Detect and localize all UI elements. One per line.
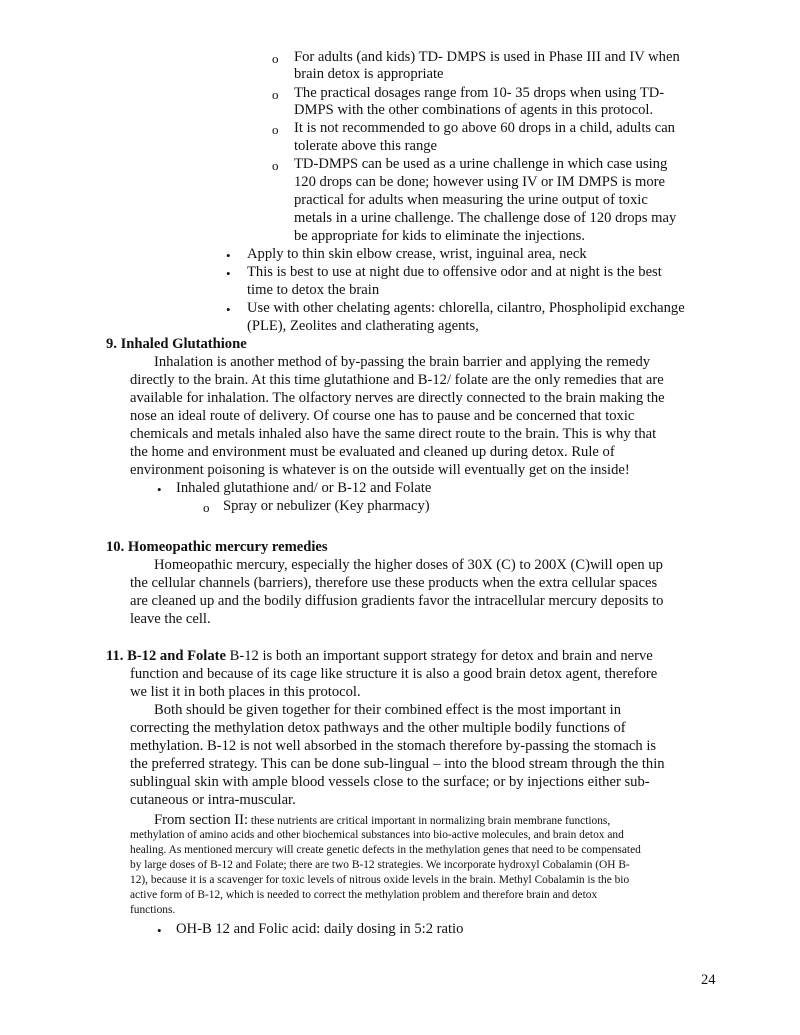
paragraph-line: chemicals and metals inhaled also have the same direct route to the brain. This is why that: [130, 426, 657, 442]
paragraph-line: cutaneous or intra-muscular.: [130, 792, 296, 808]
sub-bullet-line: brain detox is appropriate: [294, 66, 444, 82]
sub-bullet-line: be appropriate for kids to eliminate the injections.: [294, 228, 585, 244]
bullet-dot-icon: •: [157, 923, 162, 938]
quote-line: 12), because it is a scavenger for toxic levels of nitrous oxide levels in the brain. Methyl Cobalamin is the bio: [130, 874, 630, 886]
sub-bullet-line: DMPS with the other combinations of agents in this protocol.: [294, 102, 654, 118]
paragraph-line: we list it in both places in this protocol.: [130, 684, 361, 700]
paragraph-line: Inhalation is another method of by-passing the brain barrier and applying the remedy: [154, 354, 651, 370]
paragraph-line: methylation. B-12 is not well absorbed in the stomach therefore by-passing the stomach is: [130, 738, 657, 754]
paragraph-line: the cellular channels (barriers), therefore use these products when the extra cellular spaces: [130, 575, 658, 591]
sub-bullet-line: For adults (and kids) TD- DMPS is used in Phase III and IV when: [294, 49, 680, 65]
bullet-line: Apply to thin skin elbow crease, wrist, inguinal area, neck: [247, 246, 587, 262]
sub-bullet-line: Spray or nebulizer (Key pharmacy): [223, 498, 430, 514]
circle-bullet-icon: o: [272, 87, 279, 102]
paragraph-line: the preferred strategy. This can be done sub-lingual – into the blood stream through the thin: [130, 756, 665, 772]
sub-bullet-line: It is not recommended to go above 60 drops in a child, adults can: [294, 120, 675, 136]
section-heading-line: [106, 648, 653, 666]
paragraph-text: B-12 is both an important support strategy for detox and brain and nerve: [226, 648, 653, 664]
section-heading: 11. B-12 and Folate: [106, 648, 226, 664]
circle-bullet-icon: o: [272, 158, 279, 173]
paragraph-line: are cleaned up and the bodily diffusion gradients favor the intracellular mercury deposits to: [130, 593, 664, 609]
bullet-line: Use with other chelating agents: chlorella, cilantro, Phospholipid exchange: [247, 300, 685, 316]
sub-bullet-line: TD-DMPS can be used as a urine challenge in which case using: [294, 156, 668, 172]
quote-line: functions.: [130, 904, 176, 916]
circle-bullet-icon: o: [272, 51, 279, 66]
paragraph-line: Both should be given together for their combined effect is the most important in: [154, 702, 622, 718]
sub-bullet-line: 120 drops can be done; however using IV or IM DMPS is more: [294, 174, 666, 190]
paragraph-line: environment poisoning is whatever is on the outside will eventually get on the inside!: [130, 462, 630, 478]
bullet-line: This is best to use at night due to offensive odor and at night is the best: [247, 264, 662, 280]
page-number: 24: [701, 972, 716, 988]
bullet-line: (PLE), Zeolites and clatherating agents,: [247, 318, 479, 334]
quote-line: [154, 812, 610, 830]
paragraph-line: nose an ideal route of delivery. Of course one has to pause and be concerned that toxic: [130, 408, 635, 424]
bullet-dot-icon: •: [226, 248, 231, 263]
quote-line: healing. As mentioned mercury will create genetic defects in the methylation genes that need to be compensated: [130, 844, 641, 856]
bullet-dot-icon: •: [226, 302, 231, 317]
sub-bullet-line: practical for adults when measuring the urine output of toxic: [294, 192, 648, 208]
section-heading: 10. Homeopathic mercury remedies: [106, 539, 328, 555]
quote-lead: From section II:: [154, 812, 249, 828]
quote-line: by large doses of B-12 and Folate; there are two B-12 strategies. We incorporate hydroxyl Cobalamin (OH B-: [130, 859, 630, 871]
sub-bullet-line: tolerate above this range: [294, 138, 438, 154]
paragraph-line: Homeopathic mercury, especially the higher doses of 30X (C) to 200X (C)will open up: [154, 557, 663, 573]
sub-bullet-line: metals in a urine challenge. The challenge dose of 120 drops may: [294, 210, 677, 226]
circle-bullet-icon: o: [272, 122, 279, 137]
paragraph-line: available for inhalation. The olfactory nerves are directly connected to the brain making the: [130, 390, 665, 406]
quote-line: active form of B-12, which is needed to correct the methylation problem and therefore brain and detox: [130, 889, 598, 901]
circle-bullet-icon: o: [203, 500, 210, 515]
paragraph-line: sublingual skin with ample blood vessels close to the surface; or by injections either sub-: [130, 774, 650, 790]
quote-line: methylation of amino acids and other biochemical substances into bio-active molecules, and brain detox and: [130, 829, 624, 841]
section-heading: 9. Inhaled Glutathione: [106, 336, 247, 352]
paragraph-line: directly to the brain. At this time glutathione and B-12/ folate are the only remedies that are: [130, 372, 664, 388]
paragraph-line: the home and environment must be evaluated and cleaned up during detox. Rule of: [130, 444, 615, 460]
paragraph-line: leave the cell.: [130, 611, 211, 627]
paragraph-line: correcting the methylation detox pathways and the other multiple bodily functions of: [130, 720, 626, 736]
bullet-line: time to detox the brain: [247, 282, 380, 298]
bullet-line: Inhaled glutathione and/ or B-12 and Folate: [176, 480, 432, 496]
paragraph-line: function and because of its cage like structure it is also a good brain detox agent, therefore: [130, 666, 658, 682]
sub-bullet-line: The practical dosages range from 10- 35 drops when using TD-: [294, 85, 665, 101]
bullet-dot-icon: •: [157, 482, 162, 497]
bullet-dot-icon: •: [226, 266, 231, 281]
quote-text: these nutrients are critical important in normalizing brain membrane functions,: [248, 815, 611, 827]
bullet-line: OH-B 12 and Folic acid: daily dosing in 5:2 ratio: [176, 921, 464, 937]
